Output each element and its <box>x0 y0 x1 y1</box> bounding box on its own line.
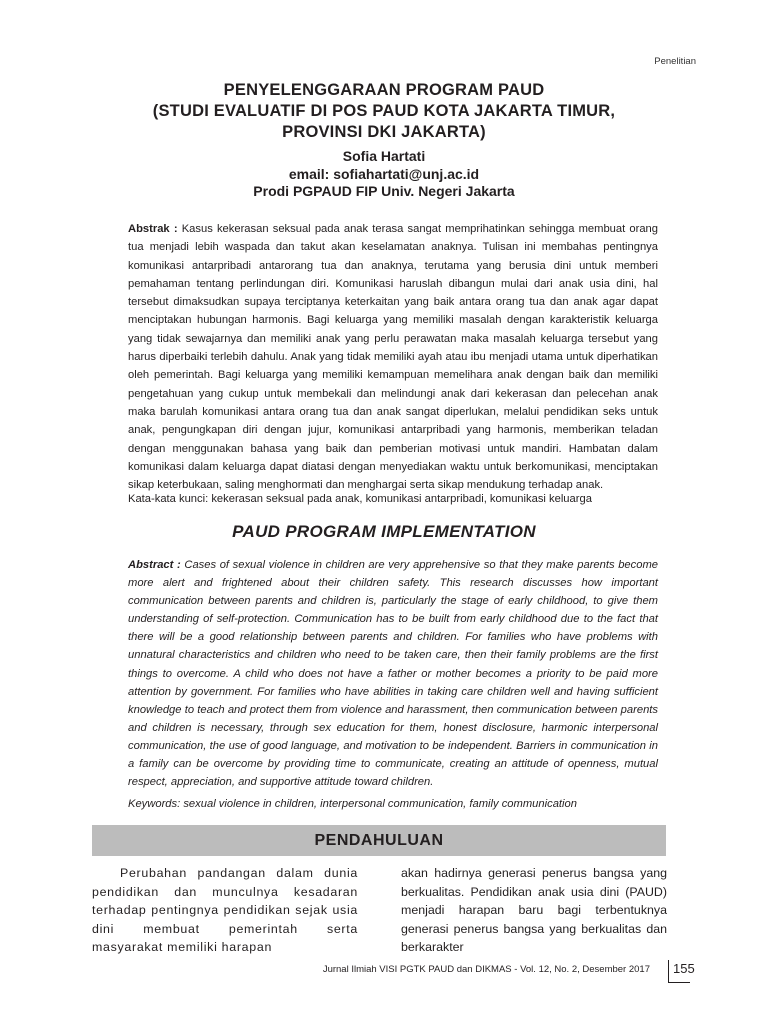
keywords-english: Keywords: sexual violence in children, interpersonal communication, family communication <box>128 798 577 810</box>
section-label: Penelitian <box>654 56 696 67</box>
title-line-2: (STUDI EVALUATIF DI POS PAUD KOTA JAKARTA TIMUR, <box>152 102 616 120</box>
paper-title <box>92 80 676 143</box>
author-block <box>92 148 676 201</box>
author-affiliation: Prodi PGPAUD FIP Univ. Negeri Jakarta <box>253 183 515 199</box>
abstract-id-label: Abstrak : <box>128 223 178 235</box>
keywords-indonesian: Kata-kata kunci: kekerasan seksual pada anak, komunikasi antarpribadi, komunikasi keluarga <box>128 493 592 505</box>
english-title: PAUD PROGRAM IMPLEMENTATION <box>232 522 536 541</box>
abstract-en-label: Abstract : <box>128 559 181 571</box>
body-right-column: akan hadirnya generasi penerus bangsa yang berkualitas. Pendidikan anak usia dini (PAUD) menjadi harapan baru bagi terbentuknya generasi penerus bangsa yang berkualitas dan berkarakter <box>401 866 667 954</box>
abstract-indonesian <box>128 220 658 494</box>
abstract-id-text: Kasus kekerasan seksual pada anak terasa sangat memprihatinkan sehingga membuat orang tua menjadi lebih waspada dan takut akan keselamatan anaknya. Tulisan ini membahas pentingnya komunikasi antarpribadi antarorang tua dan anaknya, terutama yang berusia dini untuk memberi pemahaman tentang perlindungan diri. Komunikasi haruslah dibangun mulai dari anak usia dini, hal tersebut dimaksudkan supaya terciptanya keterkaitan yang baik antara orang tua dan anak agar dapat menciptakan hubungan harmonis. Bagi keluarga yang memiliki masalah dengan karakteristik keluarga yang tidak sewajarnya dan memiliki anak yang perlu perawatan maka masalah keluarga tersebut yang harus diperbaiki terlebih dahulu. Anak yang tidak memiliki ayah atau ibu menjadi utama untuk diperhatikan oleh pemerintah. Bagi keluarga yang memiliki kemampuan memelihara anak dengan baik dan memiliki pengetahuan yang cukup untuk membekali dan melindungi anak dari kekerasan dan pelecehan anak maka barulah komunikasi antara orang tua dan anak sangat diperlukan, melalui pendidikan seks untuk anak, pengungkapan diri dengan jujur, komunikasi antarpribadi yang harmonis, memberikan teladan dengan menggunakan bahasa yang baik dan pemberian motivasi untuk mandiri. Hambatan dalam komunikasi dalam keluarga dapat diatasi dengan menyediakan waktu untuk berkomunikasi, menciptakan sikap keterbukaan, saling menghormati dan menghargai serta sikap mendukung terhadap anak. <box>128 223 658 492</box>
section-heading: PENDAHULUAN <box>314 832 444 849</box>
author-name: Sofia Hartati <box>342 148 426 164</box>
page-number-rule <box>668 982 690 983</box>
section-heading-bar <box>92 825 666 856</box>
author-email: email: sofiahartati@unj.ac.id <box>288 165 480 182</box>
abstract-en-text: Cases of sexual violence in children are very apprehensive so that they make parents become more alert and frightened about their children safety. This research discusses how important communication between parents and children is, particularly the stage of early childhood, to give them understanding of self-protection. Communication has to be built from early childhood due to the fact that there will be a good relationship between parents and children. For families who have problems with unnatural characteristics and children who need to be taken care, then their family problems are the first things to overcome. A child who does not have a father or mother becomes a priority to be paid more attention by government. For families who have abilities in taking care children well and having sufficient knowledge to teach and protect them from violence and harassment, then communication between parents and children is necessary, through sex education for them, honest disclosure, harmonic interpersonal communication, the use of good language, and motivation to be independent. Barriers in communication in a family can be overcome by providing time to communicate, creating an attitude of openness, mutual respect, appreciation, and supportive attitude toward children. <box>128 559 658 789</box>
title-line-3: PROVINSI DKI JAKARTA) <box>282 123 486 141</box>
page-number: 155 <box>668 960 695 982</box>
journal-footer: Jurnal Ilmiah VISI PGTK PAUD dan DIKMAS - Vol. 12, No. 2, Desember 2017 <box>322 964 650 975</box>
abstract-english <box>128 556 658 791</box>
body-left-column: Perubahan pandangan dalam dunia pendidikan dan munculnya kesadaran terhadap pentingnya pendidikan sejak usia dini membuat pemerintah serta masyarakat memiliki harapan <box>92 866 358 954</box>
title-line-1: PENYELENGGARAAN PROGRAM PAUD <box>223 81 545 99</box>
